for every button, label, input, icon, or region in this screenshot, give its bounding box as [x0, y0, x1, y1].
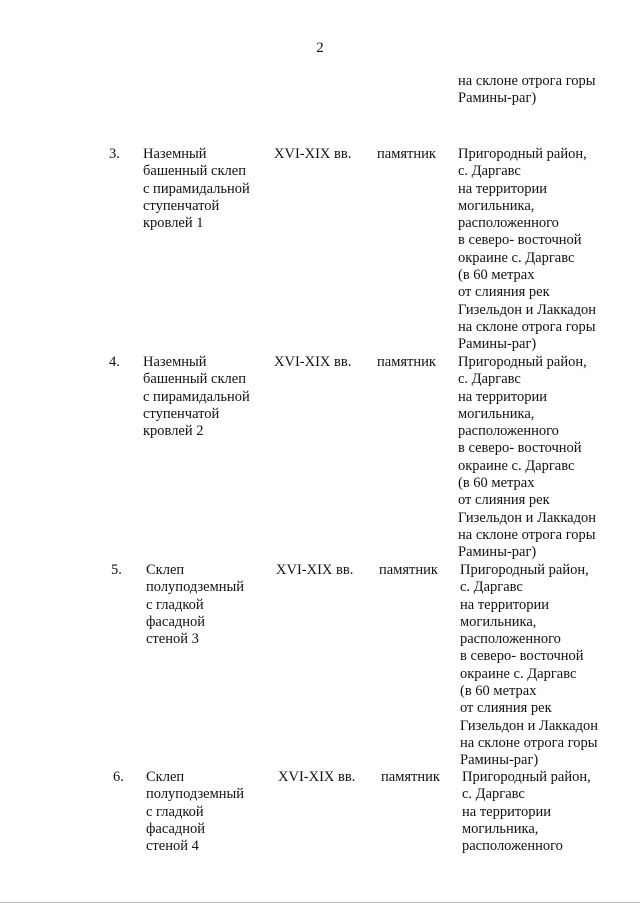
object-location — [458, 146, 596, 354]
location-line: Пригородный район, — [458, 354, 587, 370]
object-date: XVI-XIX вв. — [278, 769, 356, 785]
name-line: Склеп — [146, 562, 185, 578]
object-category: памятник — [379, 562, 438, 578]
object-category: памятник — [377, 354, 436, 370]
location-line: от слияния рек — [458, 284, 550, 301]
name-line: фасадной — [146, 613, 206, 630]
location-line: Пригородный район, — [462, 769, 591, 785]
location-line: с. Даргавс — [462, 786, 525, 803]
location-line: могильника, — [460, 613, 537, 630]
location-line: на территории — [458, 388, 548, 405]
object-location — [458, 354, 596, 562]
location-line: могильника, — [458, 405, 535, 422]
name-line: Наземный — [143, 146, 207, 162]
location-line: окраине с. Даргавс — [460, 665, 577, 682]
object-date: XVI-XIX вв. — [276, 562, 354, 578]
row-number: 3. — [109, 146, 120, 162]
location-line: в северо- восточной — [460, 648, 584, 665]
location-line: расположенного — [458, 423, 559, 440]
object-name — [143, 354, 250, 440]
location-line: на склоне отрога горы — [460, 734, 598, 751]
location-line: с. Даргавс — [458, 163, 521, 180]
name-line: Наземный — [143, 354, 207, 370]
location-line: с. Даргавс — [460, 579, 523, 596]
name-line: стеной 3 — [146, 631, 199, 648]
name-line: с гладкой — [146, 596, 204, 613]
object-location — [462, 769, 591, 855]
name-line: полуподземный — [146, 579, 245, 596]
location-line: окраине с. Даргавс — [458, 457, 575, 474]
location-line: от слияния рек — [458, 492, 550, 509]
location-line: на территории — [460, 596, 550, 613]
name-line: кровлей 1 — [143, 215, 204, 232]
name-line: фасадной — [146, 820, 206, 837]
name-line: с пирамидальной — [143, 180, 250, 197]
location-line: (в 60 метрах — [458, 475, 535, 492]
location-line: Рамины-раг) — [458, 544, 537, 561]
object-name — [146, 769, 244, 855]
name-line: стеной 4 — [146, 838, 199, 855]
name-line: башенный склеп — [143, 163, 246, 180]
name-line: кровлей 2 — [143, 423, 204, 440]
scan-edge-divider — [0, 902, 640, 903]
location-line: Гизельдон и Лаккадон — [460, 717, 598, 734]
location-line: могильника, — [458, 197, 535, 214]
object-category: памятник — [381, 769, 440, 785]
row-number: 5. — [111, 562, 122, 578]
location-line: Рамины-раг) — [458, 336, 537, 353]
location-line: могильника, — [462, 820, 539, 837]
location-line: на склоне отрога горы — [458, 318, 596, 335]
object-date: XVI-XIX вв. — [274, 354, 352, 370]
name-line: полуподземный — [146, 786, 245, 803]
location-line: (в 60 метрах — [458, 267, 535, 284]
object-name — [143, 146, 250, 232]
location-line: (в 60 метрах — [460, 683, 537, 700]
name-line: с гладкой — [146, 803, 204, 820]
location-line: на территории — [462, 803, 552, 820]
location-line: Гизельдон и Лаккадон — [458, 301, 596, 318]
location-line: Пригородный район, — [460, 562, 589, 578]
name-line: с пирамидальной — [143, 388, 250, 405]
location-line: в северо- восточной — [458, 232, 582, 249]
location-line: окраине с. Даргавс — [458, 249, 575, 266]
location-line: расположенного — [458, 215, 559, 232]
object-category: памятник — [377, 146, 436, 162]
location-line: в северо- восточной — [458, 440, 582, 457]
name-line: ступенчатой — [143, 405, 220, 422]
location-line: Гизельдон и Лаккадон — [458, 509, 596, 526]
location-line: расположенного — [460, 631, 561, 648]
location-line: на склоне отрога горы — [458, 526, 596, 543]
row-number: 6. — [113, 769, 124, 785]
location-line: Пригородный район, — [458, 146, 587, 162]
location-line: Рамины-раг) — [460, 752, 539, 769]
location-line: на территории — [458, 180, 548, 197]
location-line: с. Даргавс — [458, 371, 521, 388]
location-line: от слияния рек — [460, 700, 552, 717]
row-number: 4. — [109, 354, 120, 370]
location-line: расположенного — [462, 838, 563, 855]
page-number: 2 — [316, 40, 324, 56]
continuation-line: Рамины-раг) — [458, 90, 537, 107]
name-line: Склеп — [146, 769, 185, 785]
object-date: XVI-XIX вв. — [274, 146, 352, 162]
name-line: ступенчатой — [143, 197, 220, 214]
continuation-line: на склоне отрога горы — [458, 73, 596, 89]
name-line: башенный склеп — [143, 371, 246, 388]
continuation-text — [458, 73, 596, 108]
object-name — [146, 562, 244, 648]
object-location — [460, 562, 598, 770]
